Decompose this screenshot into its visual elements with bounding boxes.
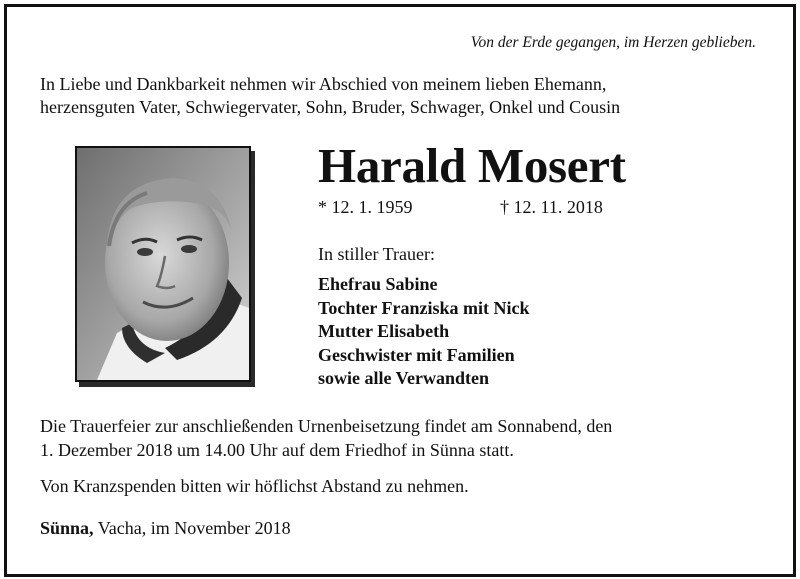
portrait-photo [75,146,251,382]
intro-text [40,73,764,119]
intro-line-1: In Liebe und Dankbarkeit nehmen wir Abschied von meinem lieben Ehemann, [40,74,607,94]
place-rest: Vacha, im November 2018 [93,518,291,538]
motto: Von der Erde gegangen, im Herzen geblieben. [470,34,756,51]
birth-date: * 12. 1. 1959 [318,197,413,217]
grief-heading: In stiller Trauer: [318,244,435,264]
funeral-service-text [40,414,764,462]
place-town: Sünna, [40,518,94,538]
mourner-item: sowie alle Verwandten [318,368,489,388]
death-date: † 12. 11. 2018 [500,197,603,217]
service-line-2: 1. Dezember 2018 um 14.00 Uhr auf dem Friedhof in Sünna statt. [40,440,514,460]
place-date [40,518,291,539]
portrait-image [77,148,249,380]
intro-line-2: herzensguten Vater, Schwiegervater, Sohn, Bruder, Schwager, Onkel und Cousin [40,97,621,117]
service-line-1: Die Trauerfeier zur anschließenden Urnenbeisetzung findet am Sonnabend, den [40,416,613,436]
mourner-item: Ehefrau Sabine [318,274,438,294]
mourner-item: Geschwister mit Familien [318,344,515,365]
mourner-item: Mutter Elisabeth [318,321,450,341]
mourner-item: Tochter Franziska mit Nick [318,297,530,318]
mourners-list [318,273,530,391]
flowers-note: Von Kranzspenden bitten wir höflichst Abstand zu nehmen. [40,476,469,496]
deceased-name: Harald Mosert [318,138,626,193]
